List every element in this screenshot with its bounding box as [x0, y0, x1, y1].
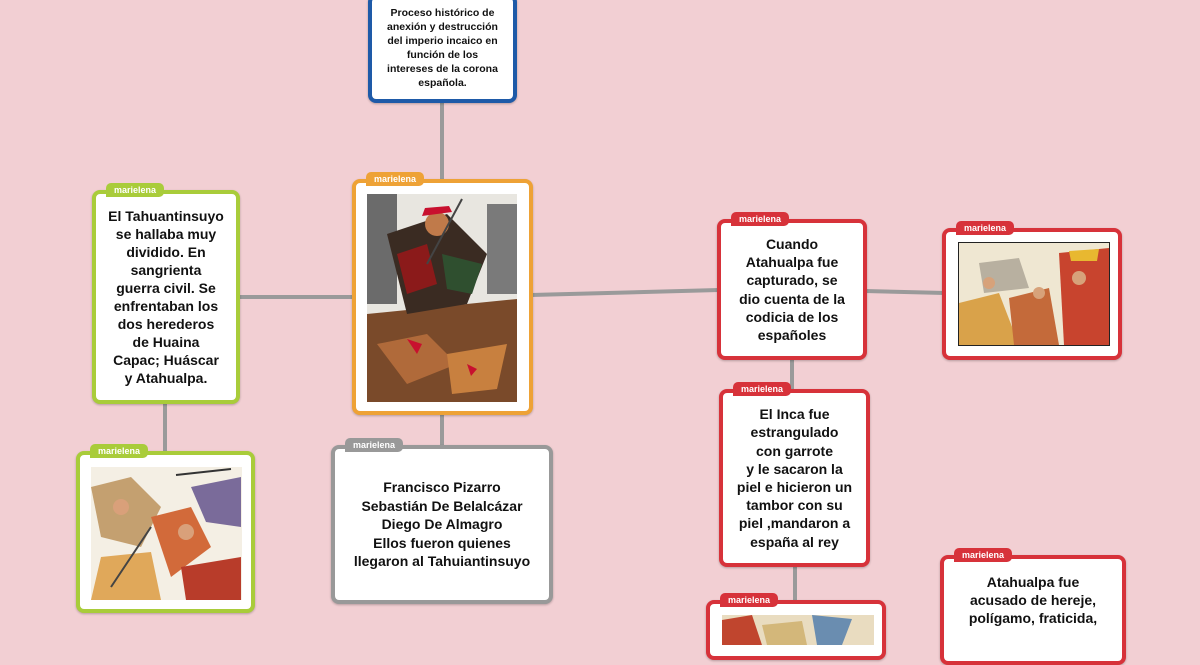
author-tag: marielena [345, 438, 403, 452]
node-tahuantinsuyo[interactable] [92, 185, 240, 404]
author-tag: marielena [106, 183, 164, 197]
node-accused[interactable] [940, 550, 1126, 665]
author-tag: marielena [366, 172, 424, 186]
node-atahualpa-captured-text: Cuando Atahualpa fue capturado, se dio cuenta de la codicia de los españoles [739, 235, 845, 343]
author-tag: marielena [956, 221, 1014, 235]
connector-captured-image [865, 291, 945, 293]
node-battle-image[interactable] [76, 446, 255, 613]
capture-illustration [958, 242, 1110, 346]
node-accused-text: Atahualpa fue acusado de hereje, polígamo, fraticida, [968, 574, 1098, 627]
node-capture-image[interactable] [942, 223, 1122, 360]
execution-illustration [722, 615, 874, 645]
node-pizarro-text: Francisco Pizarro Sebastián De Belalcázar Diego De Almagro Ellos fueron quienes llegaron al Tahuiantinsuyo [353, 479, 531, 570]
author-tag: marielena [731, 212, 789, 226]
connector-center-captured [531, 290, 719, 295]
node-top-description[interactable] [368, 0, 517, 103]
node-inca-strangled-text: El Inca fue estrangulado con garrote y le sacaron la piel e hicieron un tambor con su piel ,mandaron a españa al rey [736, 406, 853, 550]
battle-illustration [91, 467, 242, 600]
author-tag: marielena [90, 444, 148, 458]
author-tag: marielena [954, 548, 1012, 562]
node-top-text: Proceso histórico de anexión y destrucción del imperio incaico en función de los intereses de la corona española. [387, 6, 498, 89]
author-tag: marielena [733, 382, 791, 396]
node-inca-strangled[interactable] [719, 384, 870, 567]
node-tahuantinsuyo-text: El Tahuantinsuyo se hallaba muy dividido. En sangrienta guerra civil. Se enfrentaban los dos herederos de Huaina Capac; Huáscar y Atahualpa. [108, 208, 224, 386]
node-pizarro[interactable] [331, 440, 553, 604]
inca-warrior-illustration [367, 194, 517, 402]
author-tag: marielena [720, 593, 778, 607]
node-atahualpa-captured[interactable] [717, 214, 867, 360]
node-bottom-image[interactable] [706, 595, 886, 660]
node-center-image[interactable] [352, 174, 533, 415]
